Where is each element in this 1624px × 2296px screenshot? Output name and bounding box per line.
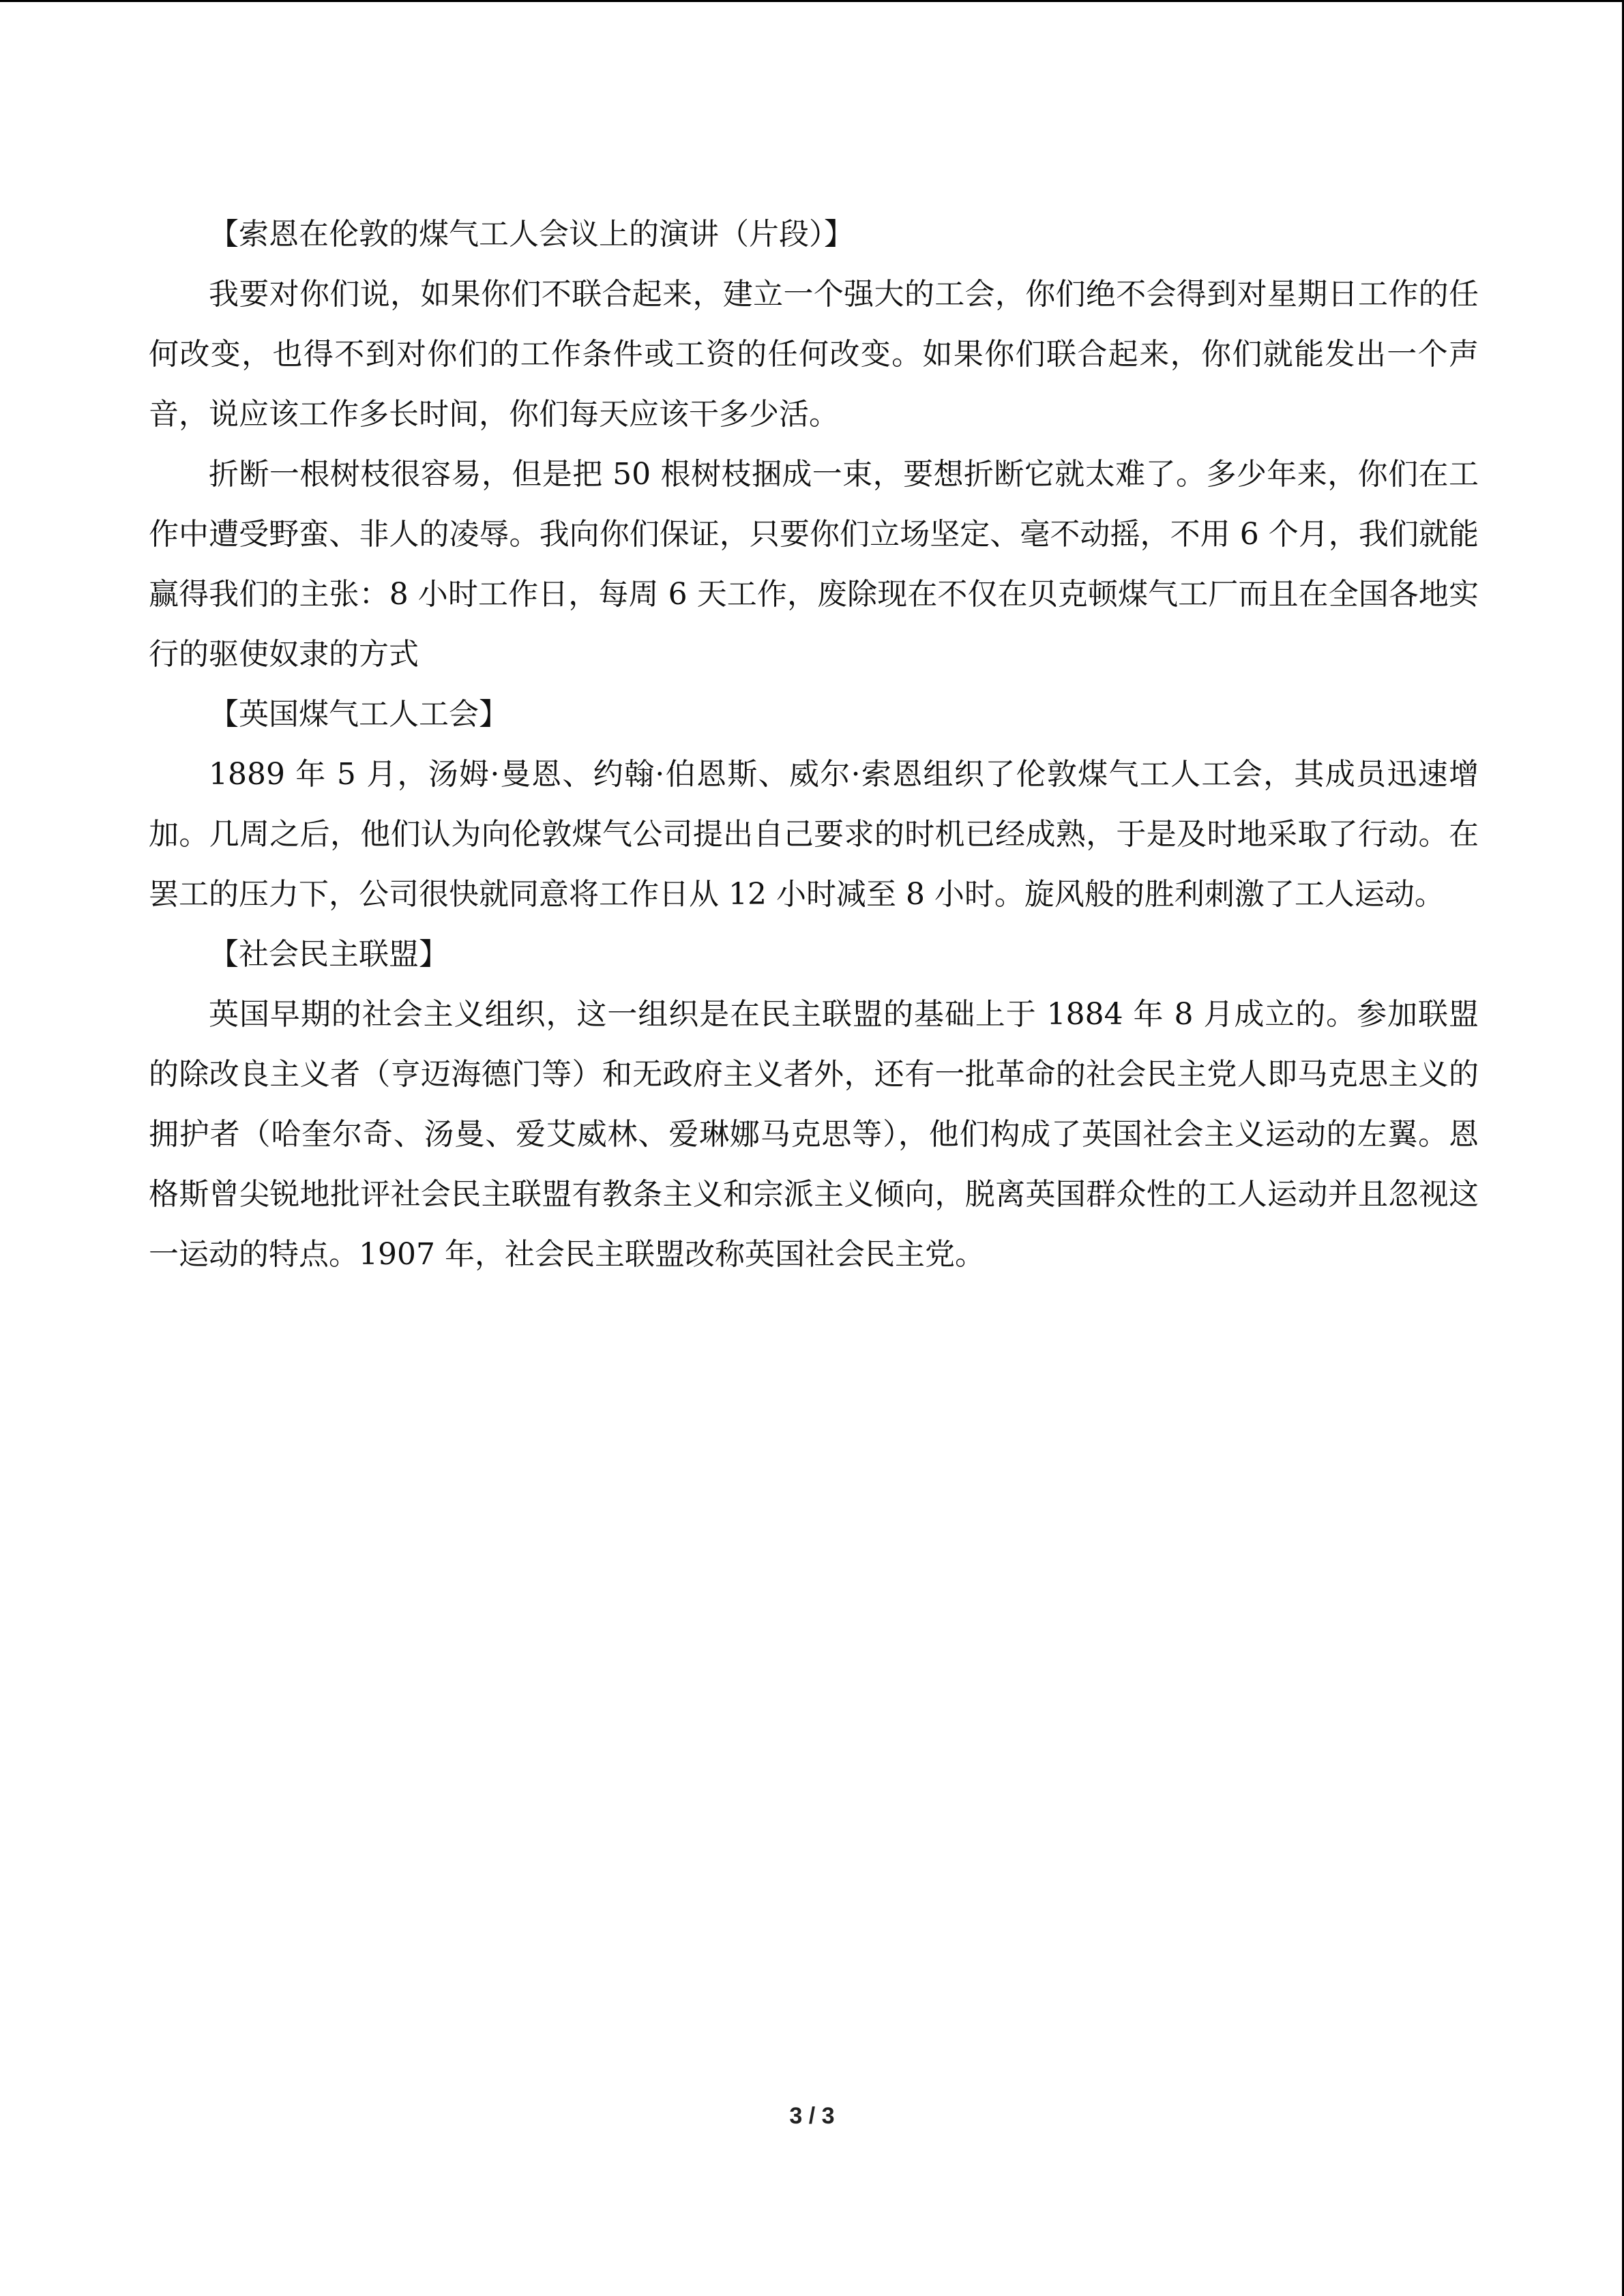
- page-border-top: [0, 0, 1624, 2]
- document-body: [149, 205, 1479, 1285]
- paragraph-speech-2: 折断一根树枝很容易，但是把 50 根树枝捆成一束，要想折断它就太难了。多少年来，你们在工作中遭受野蛮、非人的凌辱。我向你们保证，只要你们立场坚定、毫不动摇，不用 6 个月，我们就能赢得我们的主张：8 小时工作日，每周 6 天工作，废除现在不仅在贝克顿煤气工厂而且在全国各地实行的驱使奴隶的方式: [149, 457, 1479, 672]
- section-heading-gas-workers-union: 【英国煤气工人工会】: [209, 697, 509, 732]
- section-heading-speech: 【索恩在伦敦的煤气工人会议上的演讲（片段）】: [209, 217, 854, 252]
- paragraph-speech-1: 我要对你们说，如果你们不联合起来，建立一个强大的工会，你们绝不会得到对星期日工作的任何改变，也得不到对你们的工作条件或工资的任何改变。如果你们联合起来，你们就能发出一个声音，说应该工作多长时间，你们每天应该干多少活。: [149, 277, 1479, 432]
- page-number: 3 / 3: [789, 2103, 835, 2129]
- paragraph-gas-workers-union: 1889 年 5 月，汤姆·曼恩、约翰·伯恩斯、威尔·索恩组织了伦敦煤气工人工会，其成员迅速增加。几周之后，他们认为向伦敦煤气公司提出自己要求的时机已经成熟，于是及时地采取了行动。在罢工的压力下，公司很快就同意将工作日从 12 小时减至 8 小时。旋风般的胜利刺激了工人运动。: [149, 757, 1479, 912]
- section-heading-social-democratic-federation: 【社会民主联盟】: [209, 937, 449, 972]
- paragraph-social-democratic-federation: 英国早期的社会主义组织，这一组织是在民主联盟的基础上于 1884 年 8 月成立的。参加联盟的除改良主义者（亨迈海德门等）和无政府主义者外，还有一批革命的社会民主党人即马克思主义的拥护者（哈奎尔奇、汤曼、爱艾威林、爱琳娜马克思等），他们构成了英国社会主义运动的左翼。恩格斯曾尖锐地批评社会民主联盟有教条主义和宗派主义倾向，脱离英国群众性的工人运动并且忽视这一运动的特点。1907 年，社会民主联盟改称英国社会民主党。: [149, 997, 1479, 1272]
